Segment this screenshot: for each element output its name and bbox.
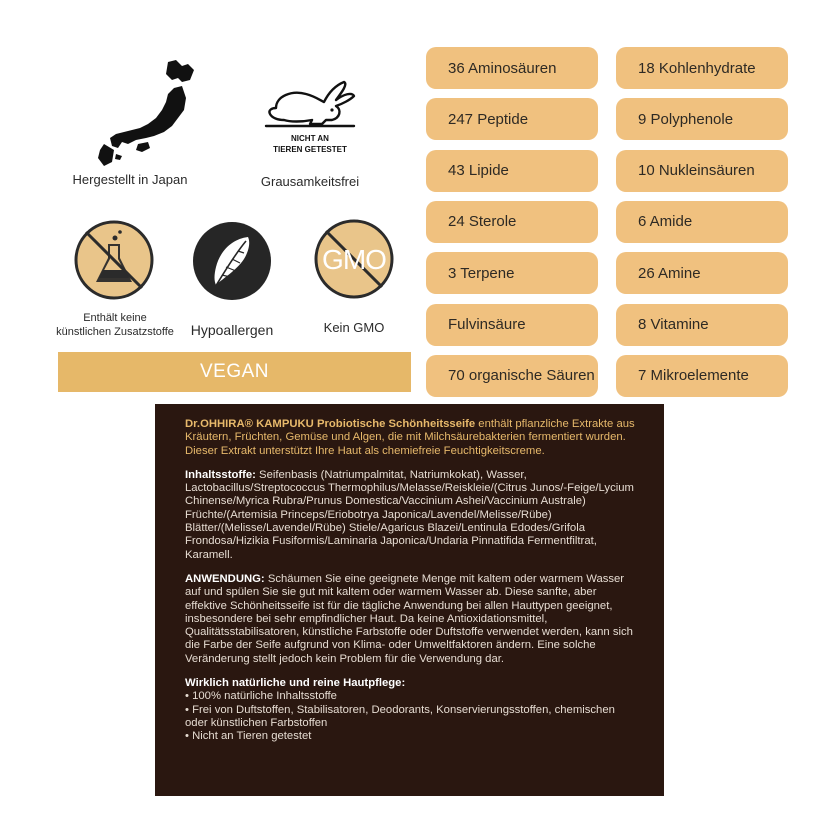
ingredient-tag: 18 Kohlenhydrate	[616, 47, 788, 89]
ingredient-tag: 247 Peptide	[426, 98, 598, 140]
ingredient-tag: 7 Mikroelemente	[616, 355, 788, 397]
ingredient-tag: 24 Sterole	[426, 201, 598, 243]
ingredient-tag: 10 Nukleinsäuren	[616, 150, 788, 192]
no-gmo-badge-text: GMO	[322, 244, 386, 275]
japan-label: Hergestellt in Japan	[72, 172, 188, 187]
benefits-list	[185, 690, 636, 743]
ingredient-tag: 3 Terpene	[426, 252, 598, 294]
ingredient-tag: 36 Aminosäuren	[426, 47, 598, 89]
list-item: • Nicht an Tieren getestet	[185, 730, 636, 743]
ingredients-heading: Inhaltsstoffe:	[185, 468, 256, 481]
ingredient-tag: 26 Amine	[616, 252, 788, 294]
cruelty-free-badge-line1: NICHT AN	[291, 134, 329, 143]
no-additives-label-line1: Enthält keine	[83, 312, 147, 324]
ingredients-text: Seifenbasis (Natriumpalmitat, Natriumkokat), Wasser, Lactobacillus/Streptococcus Thermophilus/Melasse/Reiskleie/(Citrus Junos/-Feige/Lycium Chinense/Myrica Rubra/Prunus Domestica/Vaccinium Ashei/Vaccinium Australe) Früchte/(Artemisia Princeps/Eriobotrya Japonica/Lavendel/Melisse/Rübe) Blätter/(Melisse/Lavendel/Rübe) Stiele/Agaricus Blazei/Lentinula Edodes/Grifola Frondosa/Hizikia Fusiformis/Laminaria Japonica/Undaria Pinnatifida Fermentfiltrat, Karamell.	[185, 468, 634, 561]
usage-text: Schäumen Sie eine geeignete Menge mit kaltem oder warmem Wasser auf und spülen Sie sie gut mit kaltem oder warmem Wasser ab. Diese sanfte, aber effektive Schönheitsseife ist für die tägliche Anwendung bei allen Hauttypen geeignet, insbesondere bei sehr empfindlicher Haut. Da keine Antioxidationsmittel, Qualitätsstabilisatoren, künstliche Farbstoffe oder Duftstoffe verwendet werden, kann sich die Farbe der Seife aufgrund von Klima- oder Umweltfaktoren ändern. Eine solche Veränderung stellt jedoch kein Problem für die Verwendung dar.	[185, 572, 633, 665]
list-item: • 100% natürliche Inhaltsstoffe	[185, 690, 636, 703]
ingredient-tag: 8 Vitamine	[616, 304, 788, 346]
ingredient-tag: 43 Lipide	[426, 150, 598, 192]
vegan-banner: VEGAN	[58, 352, 411, 392]
list-item: • Frei von Duftstoffen, Stabilisatoren, Deodorants, Konservierungsstoffen, chemischen oder künstlichen Farbstoffen	[185, 704, 636, 731]
cruelty-free-label: Grausamkeitsfrei	[260, 174, 360, 189]
ingredient-tag: Fulvinsäure	[426, 304, 598, 346]
ingredient-tag: 70 organische Säuren	[426, 355, 598, 397]
ingredient-tag: 9 Polyphenole	[616, 98, 788, 140]
rabbit-icon	[262, 78, 358, 130]
feather-icon	[192, 221, 272, 301]
hypoallergenic-label: Hypoallergen	[190, 322, 274, 338]
ingredient-tag: 6 Amide	[616, 201, 788, 243]
usage-paragraph	[185, 573, 636, 666]
no-gmo-label: Kein GMO	[323, 320, 385, 335]
natural-heading-paragraph	[185, 677, 636, 690]
japan-map-icon	[90, 58, 200, 170]
intro-product-name: Dr.OHHIRA® KAMPUKU Probiotische Schönheitsseife	[185, 418, 476, 430]
no-chemicals-icon	[72, 218, 156, 302]
cruelty-free-badge-line2: TIEREN GETESTET	[273, 145, 347, 154]
description-card	[155, 404, 664, 796]
intro-paragraph	[185, 418, 636, 458]
ingredients-paragraph	[185, 469, 636, 562]
natural-heading: Wirklich natürliche und reine Hautpflege:	[185, 677, 406, 690]
no-additives-label-line2: künstlichen Zusatzstoffe	[56, 326, 174, 338]
intro-text: enthält pflanzliche Extrakte aus Kräutern, Früchten, Gemüse und Algen, die mit Milchsäurebakterien fermentiert wurden. Dieser Extrakt unterstützt Ihre Haut als chemiefreie Feuchtigkeitscreme.	[185, 418, 635, 457]
usage-heading: ANWENDUNG:	[185, 572, 265, 585]
